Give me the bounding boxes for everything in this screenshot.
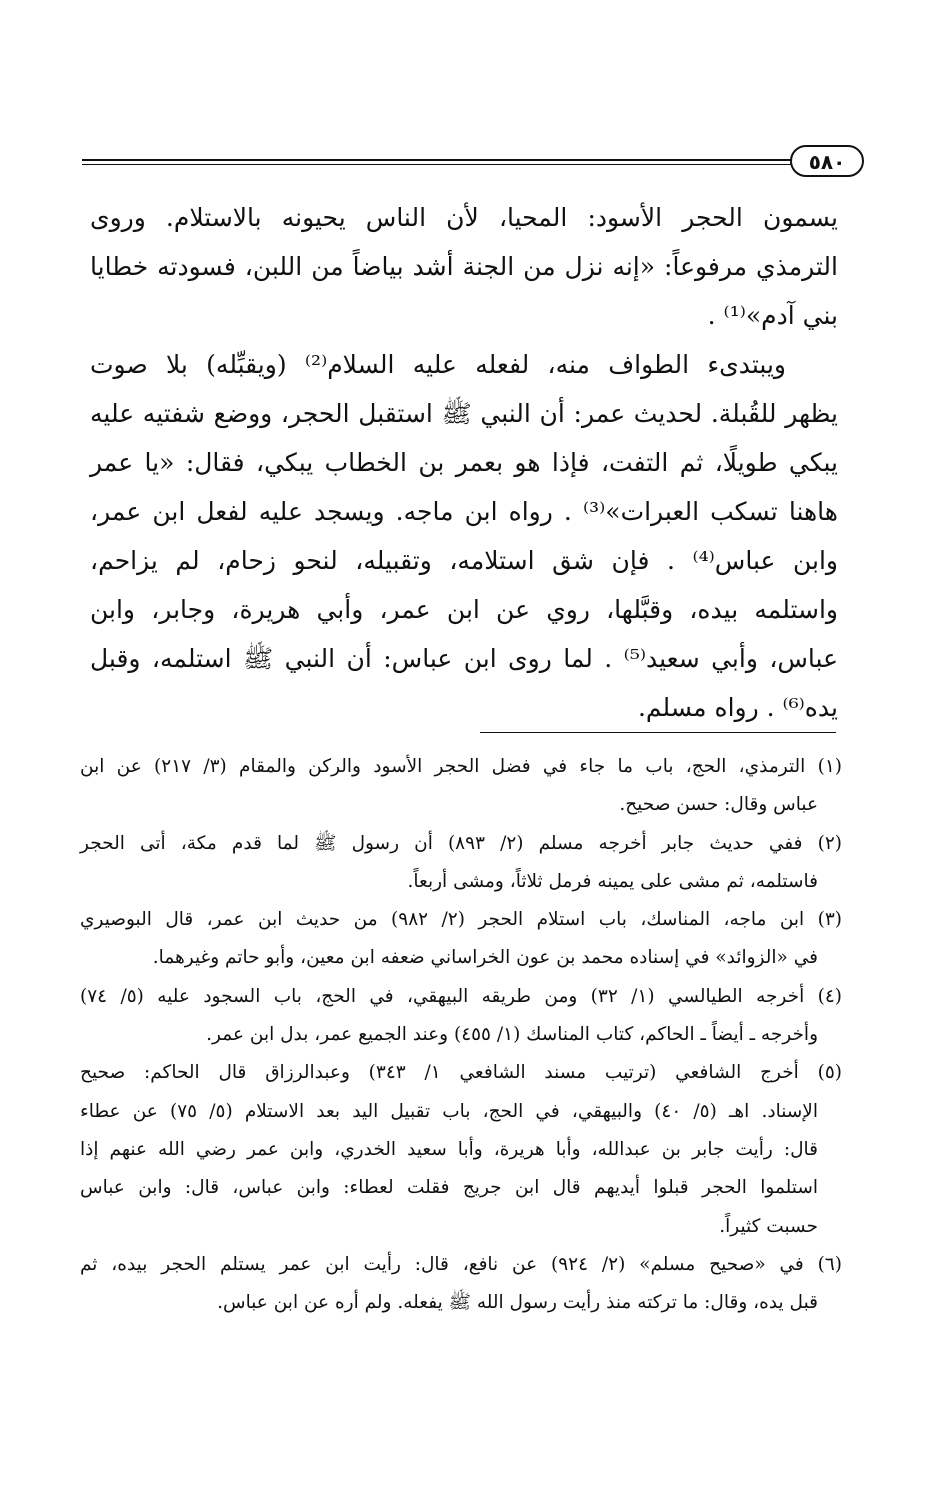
footnotes xyxy=(80,748,842,1322)
text-line: ويبتدىء الطواف منه، لفعله عليه السلام⁽²⁾ (ويقبِّله) بلا صوت xyxy=(90,350,786,379)
footnote-line: الإسناد. اهـ (٥/ ٤٠) والبيهقي، في الحج، باب تقبيل اليد بعد الاستلام (٥/ ٧٥) عن عطاء xyxy=(80,1100,818,1122)
main-text xyxy=(90,193,838,732)
text-line: يبكي طويلًا، ثم التفت، فإذا هو بعمر بن الخطاب يبكي، فقال: «يا عمر xyxy=(90,448,838,477)
footnote-line: حسبت كثيراً. xyxy=(719,1215,818,1237)
footnote-line: فاستلمه، ثم مشى على يمينه فرمل ثلاثاً، ومشى أربعاً. xyxy=(407,870,818,892)
footnote-line: (١) الترمذي، الحج، باب ما جاء في فضل الحجر الأسود والركن والمقام (٣/ ٢١٧) عن ابن xyxy=(80,756,842,777)
footnote-line: في «الزوائد» في إسناده محمد بن عون الخراساني ضعفه ابن معين، وأبو حاتم وغيرهما. xyxy=(152,947,818,969)
text-line: الترمذي مرفوعاً: «إنه نزل من الجنة أشد بياضاً من اللبن، فسودته خطايا xyxy=(90,252,838,281)
header-rule-thin xyxy=(82,164,824,165)
footnote-line: (٤) أخرجه الطيالسي (١/ ٣٢) ومن طريقه البيهقي، في الحج، باب السجود عليه (٥/ ٧٤) xyxy=(80,985,842,1007)
footnote-separator xyxy=(480,732,836,733)
footnote-line: استلموا الحجر قبلوا أيديهم قال ابن جريج فقلت لعطاء: وابن عباس، قال: وابن عباس xyxy=(80,1177,818,1199)
text-line: هاهنا تسكب العبرات»⁽³⁾ . رواه ابن ماجه. ويسجد عليه لفعل ابن عمر، xyxy=(90,497,838,526)
text-line: واستلمه بيده، وقبَّلها، روي عن ابن عمر، وأبي هريرة، وجابر، وابن xyxy=(90,595,838,624)
page-header xyxy=(82,145,864,179)
footnote-line: قال: رأيت جابر بن عبدالله، وأبا هريرة، وأبا سعيد الخدري، وابن عمر رضي الله عنهم إذا xyxy=(80,1138,818,1160)
text-line: يظهر للقُبلة. لحديث عمر: أن النبي ﷺ استقبل الحجر، ووضع شفتيه عليه xyxy=(90,399,838,428)
text-line: يده⁽⁶⁾ . رواه مسلم. xyxy=(637,693,838,722)
footnote-line: (٦) في «صحيح مسلم» (٢/ ٩٢٤) عن نافع، قال: رأيت ابن عمر يستلم الحجر بيده، ثم xyxy=(80,1253,842,1275)
footnote-line: عباس وقال: حسن صحيح. xyxy=(619,794,818,816)
footnote-line: قبل يده، وقال: ما تركته منذ رأيت رسول الله ﷺ يفعله. ولم أره عن ابن عباس. xyxy=(217,1292,818,1314)
text-line: عباس، وأبي سعيد⁽⁵⁾ . لما روى ابن عباس: أن النبي ﷺ استلمه، وقبل xyxy=(90,644,839,673)
page-number: ٥٨٠ xyxy=(790,145,864,177)
footnote-line: (٣) ابن ماجه، المناسك، باب استلام الحجر (٢/ ٩٨٢) من حديث ابن عمر، قال البوصيري xyxy=(80,909,842,931)
text-line: بني آدم»⁽¹⁾ . xyxy=(707,301,838,330)
text-line: يسمون الحجر الأسود: المحيا، لأن الناس يحيونه بالاستلام. وروى xyxy=(90,203,838,232)
footnote-line: وأخرجه ـ أيضاً ـ الحاكم، كتاب المناسك (١/ ٤٥٥) وعند الجميع عمر، بدل ابن عمر. xyxy=(206,1024,818,1046)
text-line: وابن عباس⁽⁴⁾ . فإن شق استلامه، وتقبيله، لنحو زحام، لم يزاحم، xyxy=(90,546,838,575)
footnote-line: (٢) ففي حديث جابر أخرجه مسلم (٢/ ٨٩٣) أن رسول ﷺ لما قدم مكة، أتى الحجر xyxy=(80,832,842,854)
header-rule xyxy=(82,159,824,161)
footnote-line: (٥) أخرج الشافعي (ترتيب مسند الشافعي ١/ ٣٤٣) وعبدالرزاق قال الحاكم: صحيح xyxy=(80,1062,842,1084)
